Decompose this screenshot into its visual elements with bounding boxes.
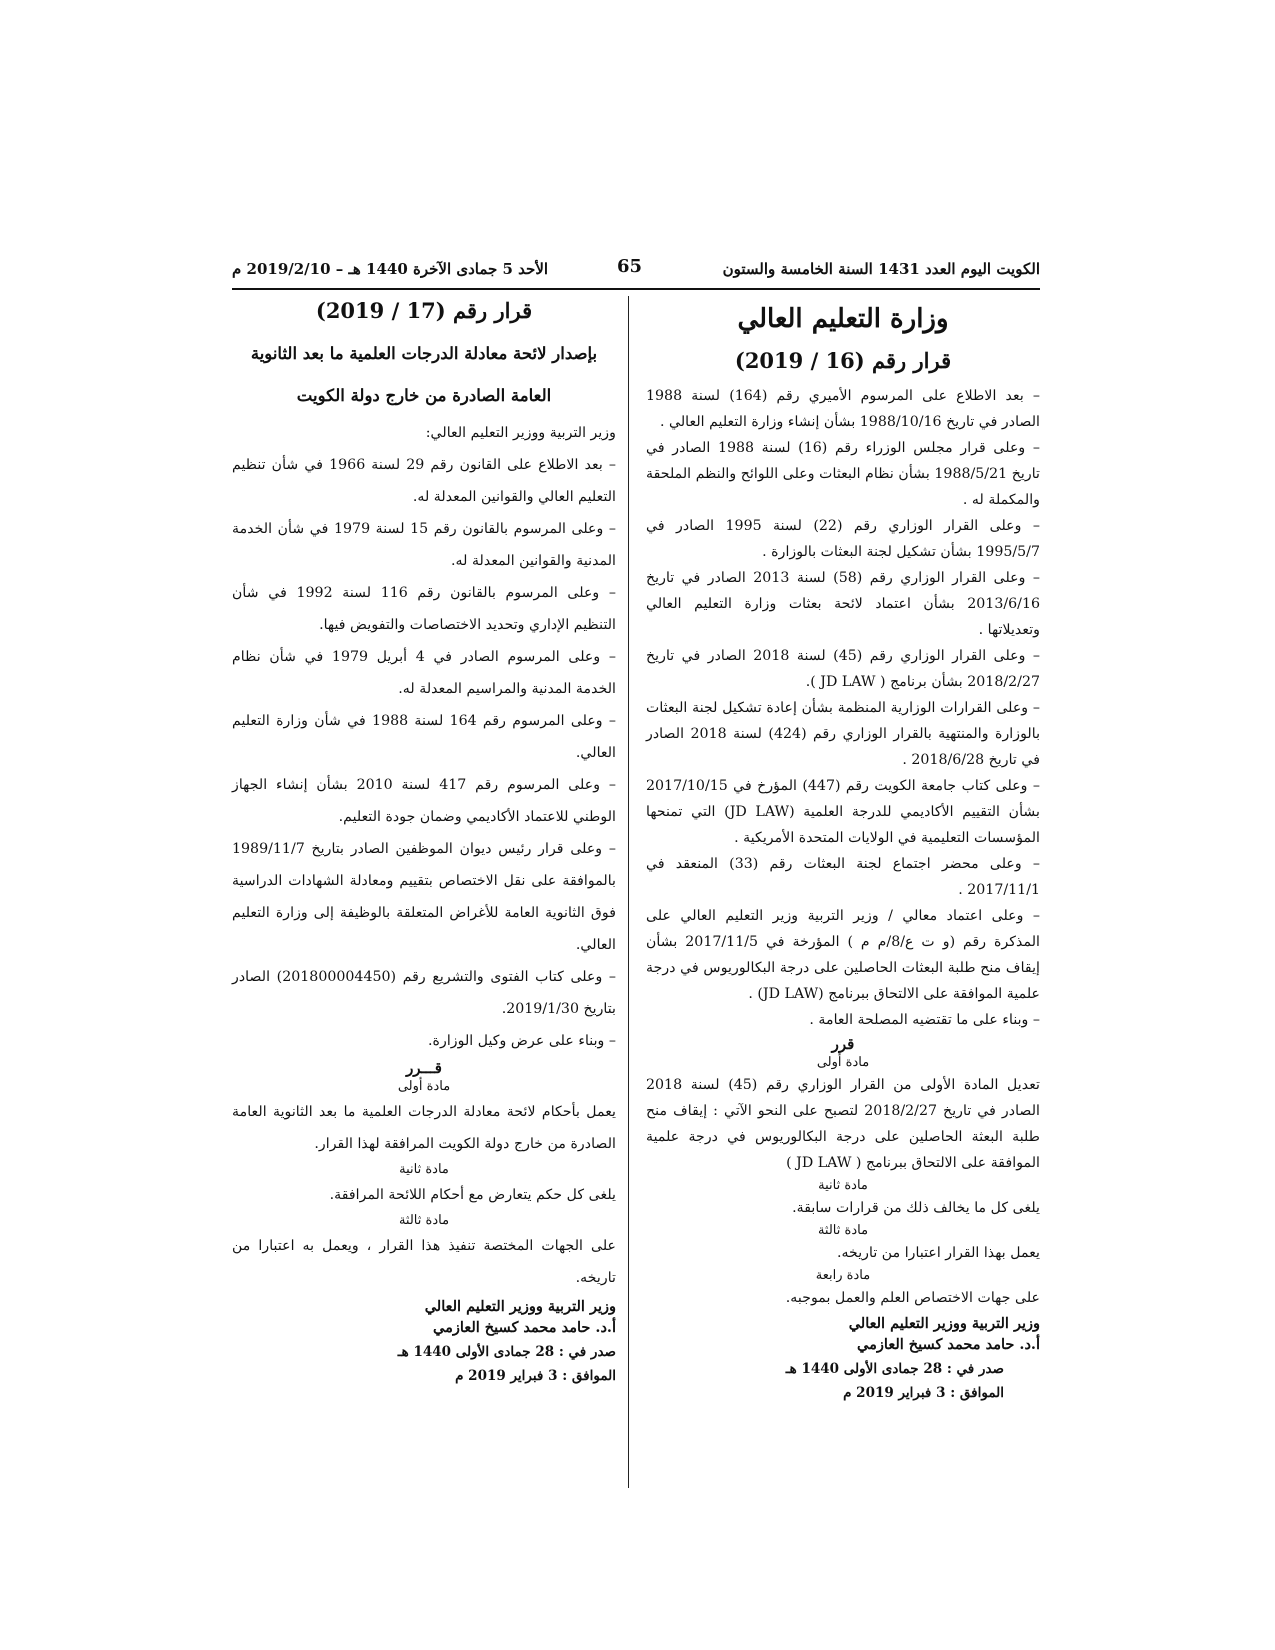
article-label: مادة أولى xyxy=(397,1079,451,1094)
signatory-name: أ.د. حامد محمد كسيخ العازمي xyxy=(857,1336,1040,1353)
preamble-item: – وعلى كتاب الفتوى والتشريع رقم (201800004450) الصادر بتاريخ 2019/1/30. xyxy=(232,969,617,1017)
decision-subject: بإصدار لائحة معادلة الدرجات العلمية ما بعد الثانوية xyxy=(250,344,598,363)
article-label: مادة ثالثة xyxy=(817,1223,869,1238)
preamble-item: – وعلى المرسوم بالقانون رقم 15 لسنة 1979 في شأن الخدمة المدنية والقوانين المعدلة له. xyxy=(232,521,617,569)
decision-16-column xyxy=(646,298,1040,1405)
preamble-item: – وعلى قرار مجلس الوزراء رقم (16) لسنة 1988 الصادر في تاريخ 1988/5/21 بشأن نظام البعثات وعلى اللوائح والنظم الملحقة والمكملة له . xyxy=(646,440,1040,508)
issued-gregorian-date: الموافق : 3 فبراير 2019 م xyxy=(843,1385,1004,1401)
article-text: على جهات الاختصاص العلم والعمل بموجبه. xyxy=(785,1290,1040,1306)
preamble-item: – وعلى المرسوم الصادر في 4 أبريل 1979 في شأن نظام الخدمة المدنية والمراسيم المعدلة له. xyxy=(232,649,616,697)
signatory-title: وزير التربية ووزير التعليم العالي xyxy=(848,1315,1040,1332)
article-text: يعمل بأحكام لائحة معادلة الدرجات العلمية ما بعد الثانوية العامة الصادرة من خارج دولة الكويت المرافقة لهذا القرار. xyxy=(232,1104,616,1152)
gazette-issue-info: الكويت اليوم العدد 1431 السنة الخامسة والستون xyxy=(722,260,1040,278)
column-divider xyxy=(628,296,629,1488)
preamble-item: – وعلى كتاب جامعة الكويت رقم (447) المؤرخ في 2017/10/15 بشأن التقييم الأكاديمي للدرجة العلمية (JD LAW) التي تمنحها المؤسسات التعليمية في الولايات المتحدة الأمريكية . xyxy=(646,778,1040,846)
preamble-item: – وعلى اعتماد معالي / وزير التربية وزير التعليم العالي على المذكرة رقم (و ت ع/8/م م ) المؤرخة في 2017/11/5 بشأن إيقاف منح طلبة البعثات الحاصلين على درجة البكالوريوس في درجة علمية الموافقة على الالتحاق ببرنامج (JD LAW) . xyxy=(646,908,1040,1002)
issued-hijri-date: صدر في : 28 جمادى الأولى 1440 هـ xyxy=(785,1361,1004,1377)
page-number: 65 xyxy=(617,256,643,277)
decision-title: قرار رقم (16 / 2019) xyxy=(734,348,952,373)
preamble-item: – وعلى المرسوم رقم 417 لسنة 2010 بشأن إنشاء الجهاز الوطني للاعتماد الأكاديمي وضمان جودة التعليم. xyxy=(232,777,617,825)
preamble-item: – وبناء على ما تقتضيه المصلحة العامة . xyxy=(809,1012,1040,1028)
page-header xyxy=(232,256,1040,288)
decided-heading: قرر xyxy=(831,1035,855,1053)
article-text: تعديل المادة الأولى من القرار الوزاري رقم (45) لسنة 2018 الصادر في تاريخ 2018/2/27 لتصبح على النحو الآتي : إيقاف منح طلبة البعثة الحاصلين على درجة البكالوريوس في درجة علمية الموافقة على الالتحاق ببرنامج ( JD LAW ) xyxy=(646,1077,1040,1171)
ministry-title: وزارة التعليم العالي xyxy=(737,304,949,334)
preamble-item: – وعلى محضر اجتماع لجنة البعثات رقم (33) المنعقد في 2017/11/1 . xyxy=(646,856,1040,898)
issued-gregorian-date: الموافق : 3 فبراير 2019 م xyxy=(455,1368,616,1384)
article-label: مادة رابعة xyxy=(815,1268,871,1283)
article-text: يلغى كل حكم يتعارض مع أحكام اللائحة المرافقة. xyxy=(329,1187,616,1203)
article-text: يلغى كل ما يخالف ذلك من قرارات سابقة. xyxy=(792,1200,1040,1216)
preamble-item: – بعد الاطلاع على المرسوم الأميري رقم (164) لسنة 1988 الصادر في تاريخ 1988/10/16 بشأن إنشاء وزارة التعليم العالي . xyxy=(646,388,1040,430)
preamble-item: – وعلى القرار الوزاري رقم (58) لسنة 2013 الصادر في تاريخ 2013/6/16 بشأن اعتماد لائحة بعثات وزارة التعليم العالي وتعديلاتها . xyxy=(646,570,1041,638)
preamble-item: – وعلى قرار رئيس ديوان الموظفين الصادر بتاريخ 1989/11/7 بالموافقة على نقل الاختصاص بتقييم ومعادلة الشهادات الدراسية فوق الثانوية العامة للأغراض المتعلقة بالوظيفة إلى وزارة التعليم العالي. xyxy=(232,841,616,953)
decision-17-column xyxy=(232,298,616,1388)
header-divider xyxy=(232,288,1040,290)
preamble-item: – وعلى القرارات الوزارية المنظمة بشأن إعادة تشكيل لجنة البعثات بالوزارة والمنتهية بالقرار الوزاري رقم (424) لسنة 2018 الصادر في تاريخ 2018/6/28 . xyxy=(646,700,1041,768)
signatory-name: أ.د. حامد محمد كسيخ العازمي xyxy=(433,1319,616,1336)
decision-title: قرار رقم (17 / 2019) xyxy=(315,298,533,323)
intro-line: وزير التربية ووزير التعليم العالي: xyxy=(425,425,616,441)
preamble-item: – وعلى القرار الوزاري رقم (22) لسنة 1995 الصادر في 1995/5/7 بشأن تشكيل لجنة البعثات بالوزارة . xyxy=(646,518,1041,560)
preamble-item: – وعلى المرسوم بالقانون رقم 116 لسنة 1992 في شأن التنظيم الإداري وتحديد الاختصاصات والتفويض فيها. xyxy=(232,585,616,633)
article-label: مادة ثالثة xyxy=(398,1213,450,1228)
article-label: مادة ثانية xyxy=(818,1178,868,1193)
issued-hijri-date: صدر في : 28 جمادى الأولى 1440 هـ xyxy=(397,1344,616,1360)
signatory-title: وزير التربية ووزير التعليم العالي xyxy=(424,1298,616,1315)
issue-date: الأحد 5 جمادى الآخرة 1440 هـ – 2019/2/10 م xyxy=(232,260,549,278)
decided-heading: قـــرر xyxy=(406,1059,442,1077)
decision-subject: العامة الصادرة من خارج دولة الكويت xyxy=(296,386,552,405)
preamble-item: – وعلى القرار الوزاري رقم (45) لسنة 2018 الصادر في تاريخ 2018/2/27 بشأن برنامج ( JD LAW ). xyxy=(646,648,1041,690)
article-label: مادة ثانية xyxy=(399,1162,449,1177)
preamble-item: – وبناء على عرض وكيل الوزارة. xyxy=(428,1033,616,1049)
article-text: على الجهات المختصة تنفيذ هذا القرار ، ويعمل به اعتبارا من تاريخه. xyxy=(232,1238,616,1286)
preamble-item: – بعد الاطلاع على القانون رقم 29 لسنة 1966 في شأن تنظيم التعليم العالي والقوانين المعدلة له. xyxy=(232,457,617,505)
preamble-item: – وعلى المرسوم رقم 164 لسنة 1988 في شأن وزارة التعليم العالي. xyxy=(232,713,617,761)
article-text: يعمل بهذا القرار اعتبارا من تاريخه. xyxy=(836,1245,1040,1261)
article-label: مادة أولى xyxy=(816,1055,870,1070)
